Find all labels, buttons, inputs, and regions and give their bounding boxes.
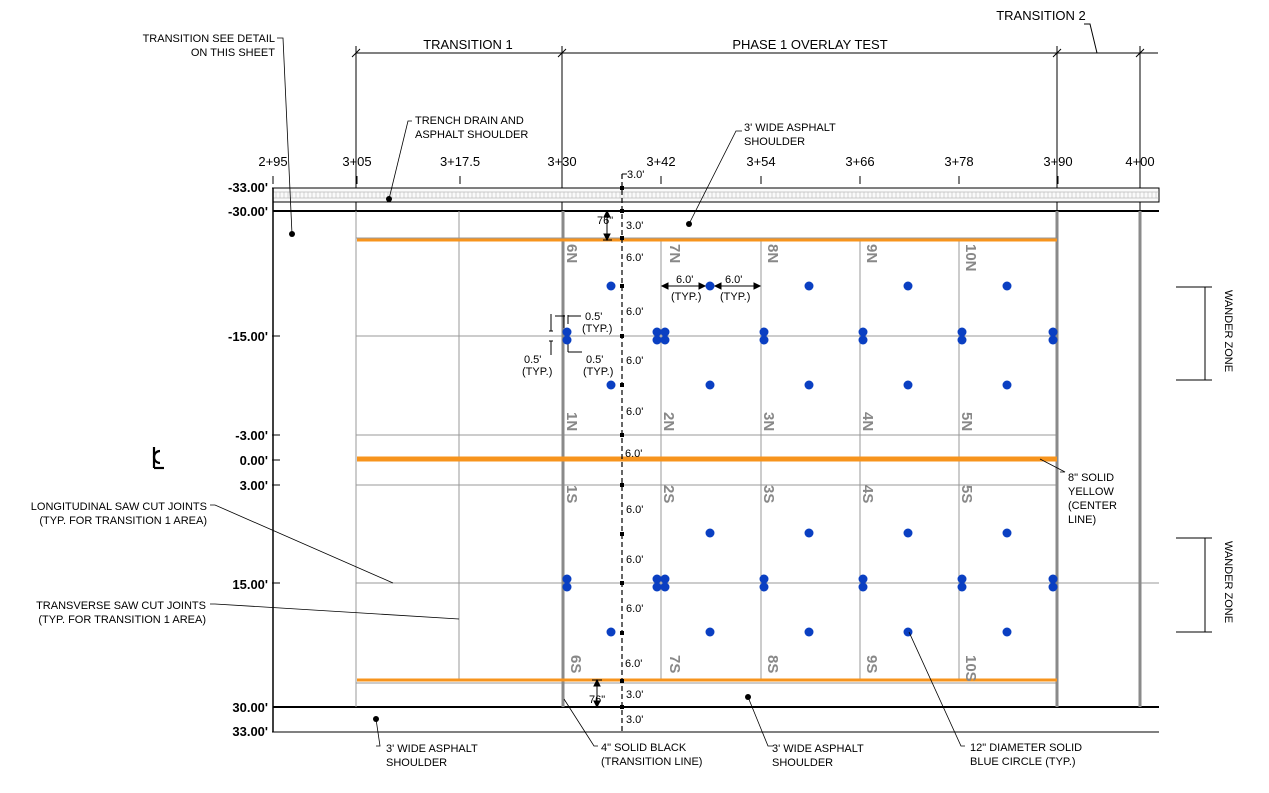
blue-circle-marker (805, 381, 814, 390)
station-label: 3+17.5 (439, 154, 481, 169)
blue-circle-marker (1049, 328, 1058, 337)
blue-circle-marker (958, 575, 967, 584)
transition-1-header: TRANSITION 1 (423, 37, 513, 52)
transverse-joints-callout: (TYP. FOR TRANSITION 1 AREA) (38, 614, 206, 626)
blue-circle-marker (859, 583, 868, 592)
station-label: 3+42 (646, 154, 676, 169)
blue-circle-marker (760, 575, 769, 584)
trench-drain (273, 188, 1159, 202)
dim-3ft: 3.0' (626, 689, 644, 701)
slab-label: 2N (660, 412, 677, 432)
slab-label: 1N (563, 412, 580, 432)
offset-label: -3.00' (235, 428, 268, 443)
blue-circle-marker (607, 381, 616, 390)
station-label: 3+90 (1043, 154, 1073, 169)
blue-circle-marker (607, 628, 616, 637)
slab-label: 7S (666, 655, 683, 674)
dim-3ft: 3.0' (626, 714, 644, 726)
slab-label: 8N (764, 244, 781, 264)
blue-circle-marker (653, 328, 662, 337)
blue-circle-marker (958, 336, 967, 345)
longitudinal-joints-callout: LONGITUDINAL SAW CUT JOINTS (30, 501, 207, 513)
dim-6ft: 6.0' (626, 406, 644, 418)
dim-half-foot-label: 0.5' (524, 354, 542, 366)
slab-label: 6N (563, 244, 580, 264)
blue-circle-marker (760, 583, 769, 592)
transition-detail-callout: TRANSITION SEE DETAIL (142, 33, 275, 45)
leader-lines (210, 38, 1065, 746)
blue-circle-marker (859, 575, 868, 584)
dim-6ft-typ: 6.0' (676, 274, 694, 286)
blue-circle-marker (661, 575, 670, 584)
dim-6ft: 6.0' (626, 355, 644, 367)
blue-circle-marker (1049, 336, 1058, 345)
wander-zone-label: WANDER ZONE (1222, 290, 1234, 373)
dim-3ft: 3.0' (626, 220, 644, 232)
offset-label: -30.00' (228, 204, 268, 219)
slab-label: 5N (958, 412, 975, 432)
trench-drain-callout: TRENCH DRAIN AND (415, 115, 524, 127)
dim-6ft: 6.0' (626, 504, 644, 516)
slab-label: 4N (859, 412, 876, 432)
yellow-line-callout: (CENTER (1068, 500, 1117, 512)
black-line-callout: (TRANSITION LINE) (601, 756, 703, 768)
wander-zone-label: WANDER ZONE (1222, 541, 1234, 624)
wander-zone-brackets (1176, 287, 1212, 632)
asphalt-shoulder-callout: 3' WIDE ASPHALT (744, 122, 836, 134)
slab-label: 3N (760, 412, 777, 432)
yellow-line-callout: YELLOW (1068, 486, 1114, 498)
station-label: 3+78 (944, 154, 974, 169)
dim-3ft: 3.0' (627, 169, 645, 181)
dim-6ft-typ: 6.0' (725, 274, 743, 286)
dim-76-top-label: 76" (597, 215, 614, 227)
trench-drain-callout: ASPHALT SHOULDER (415, 129, 529, 141)
blue-circle-marker (653, 575, 662, 584)
dim-typ: (TYP.) (522, 366, 553, 378)
transverse-joints-callout: TRANSVERSE SAW CUT JOINTS (36, 600, 206, 612)
blue-circle-marker (706, 628, 715, 637)
yellow-line-callout: 8" SOLID (1068, 472, 1115, 484)
dim-typ: (TYP.) (671, 291, 702, 303)
dim-typ: (TYP.) (583, 366, 614, 378)
blue-circle-marker (661, 583, 670, 592)
asphalt-shoulder-callout: SHOULDER (772, 757, 834, 769)
transition-detail-callout: ON THIS SHEET (190, 47, 275, 59)
station-label: 2+95 (258, 154, 288, 169)
blue-circle-marker (1003, 282, 1012, 291)
asphalt-shoulder-callout: SHOULDER (744, 136, 806, 148)
blue-circle-marker (1049, 583, 1058, 592)
offset-label: -33.00' (228, 180, 268, 195)
dim-typ: (TYP.) (582, 323, 613, 335)
blue-circle-marker (661, 336, 670, 345)
blue-circle-marker (706, 529, 715, 538)
blue-circle-marker (859, 336, 868, 345)
offset-label: 33.00' (232, 724, 268, 739)
offset-label: 0.00' (239, 453, 268, 468)
blue-circle-marker (958, 583, 967, 592)
offset-labels (228, 180, 268, 739)
blue-circle-marker (904, 282, 913, 291)
centerline-symbol (154, 447, 164, 468)
station-label: 3+30 (547, 154, 577, 169)
slab-label: 3S (760, 485, 777, 504)
station-ticks (273, 176, 1140, 184)
blue-circle-marker (1003, 628, 1012, 637)
asphalt-shoulder-callout: 3' WIDE ASPHALT (386, 743, 478, 755)
dim-6ft: 6.0' (625, 448, 643, 460)
dim-6ft: 6.0' (626, 252, 644, 264)
slab-label: 10N (962, 244, 979, 272)
blue-circle-marker (859, 328, 868, 337)
phase-1-header: PHASE 1 OVERLAY TEST (732, 37, 888, 52)
dim-half-foot-label: 0.5' (585, 311, 603, 323)
blue-circle-marker (760, 336, 769, 345)
blue-circle-marker (904, 381, 913, 390)
blue-circle-marker (563, 575, 572, 584)
longitudinal-joints-callout: (TYP. FOR TRANSITION 1 AREA) (39, 515, 207, 527)
transition-2-header: TRANSITION 2 (996, 8, 1086, 23)
dim-typ: (TYP.) (720, 291, 751, 303)
station-label: 3+54 (746, 154, 776, 169)
slab-label: 6S (567, 655, 584, 674)
blue-circle-marker (563, 328, 572, 337)
blue-circle-marker (653, 336, 662, 345)
offset-label: -15.00' (228, 329, 268, 344)
blue-circle-callout: 12" DIAMETER SOLID (970, 742, 1083, 754)
slab-label: 4S (859, 485, 876, 504)
slab-label: 8S (764, 655, 781, 674)
offset-label: 30.00' (232, 700, 268, 715)
dimension-values (625, 169, 644, 726)
asphalt-shoulder-callout: SHOULDER (386, 757, 448, 769)
station-label: 4+00 (1125, 154, 1155, 169)
slab-label: 2S (660, 485, 677, 504)
blue-circle-marker (706, 381, 715, 390)
slab-label: 5S (958, 485, 975, 504)
blue-circle-marker (1003, 381, 1012, 390)
blue-circle-marker (805, 628, 814, 637)
dim-6ft: 6.0' (626, 554, 644, 566)
blue-circle-marker (1003, 529, 1012, 538)
offset-label: 15.00' (232, 577, 268, 592)
blue-circle-marker (760, 328, 769, 337)
offset-label: 3.00' (239, 478, 268, 493)
blue-circle-marker (904, 628, 913, 637)
slab-label: 9S (863, 655, 880, 674)
slab-label: 9N (863, 244, 880, 264)
blue-circle-marker (563, 336, 572, 345)
yellow-line-callout: LINE) (1068, 514, 1097, 526)
blue-circle-marker (661, 328, 670, 337)
dim-76-bottom-label: 76" (589, 694, 606, 706)
slab-label: 1S (563, 485, 580, 504)
blue-circle-marker (1049, 575, 1058, 584)
slab-label: 7N (666, 244, 683, 264)
station-labels (258, 154, 1154, 169)
blue-circle-marker (958, 328, 967, 337)
dim-6ft: 6.0' (626, 306, 644, 318)
yellow-stripes (357, 240, 1057, 680)
black-line-callout: 4" SOLID BLACK (601, 742, 687, 754)
station-label: 3+05 (342, 154, 372, 169)
station-label: 3+66 (845, 154, 875, 169)
dim-half-foot-label: 0.5' (586, 354, 604, 366)
asphalt-shoulder-callout: 3' WIDE ASPHALT (772, 743, 864, 755)
blue-circle-marker (805, 529, 814, 538)
dim-6ft: 6.0' (626, 603, 644, 615)
blue-circle-marker (607, 282, 616, 291)
blue-circle-callout: BLUE CIRCLE (TYP.) (970, 756, 1076, 768)
blue-circle-marker (904, 529, 913, 538)
blue-circle-marker (805, 282, 814, 291)
blue-circle-marker (653, 583, 662, 592)
blue-circle-marker (563, 583, 572, 592)
dim-6ft: 6.0' (625, 658, 643, 670)
blue-circle-marker (706, 282, 715, 291)
slab-label: 10S (962, 655, 979, 682)
